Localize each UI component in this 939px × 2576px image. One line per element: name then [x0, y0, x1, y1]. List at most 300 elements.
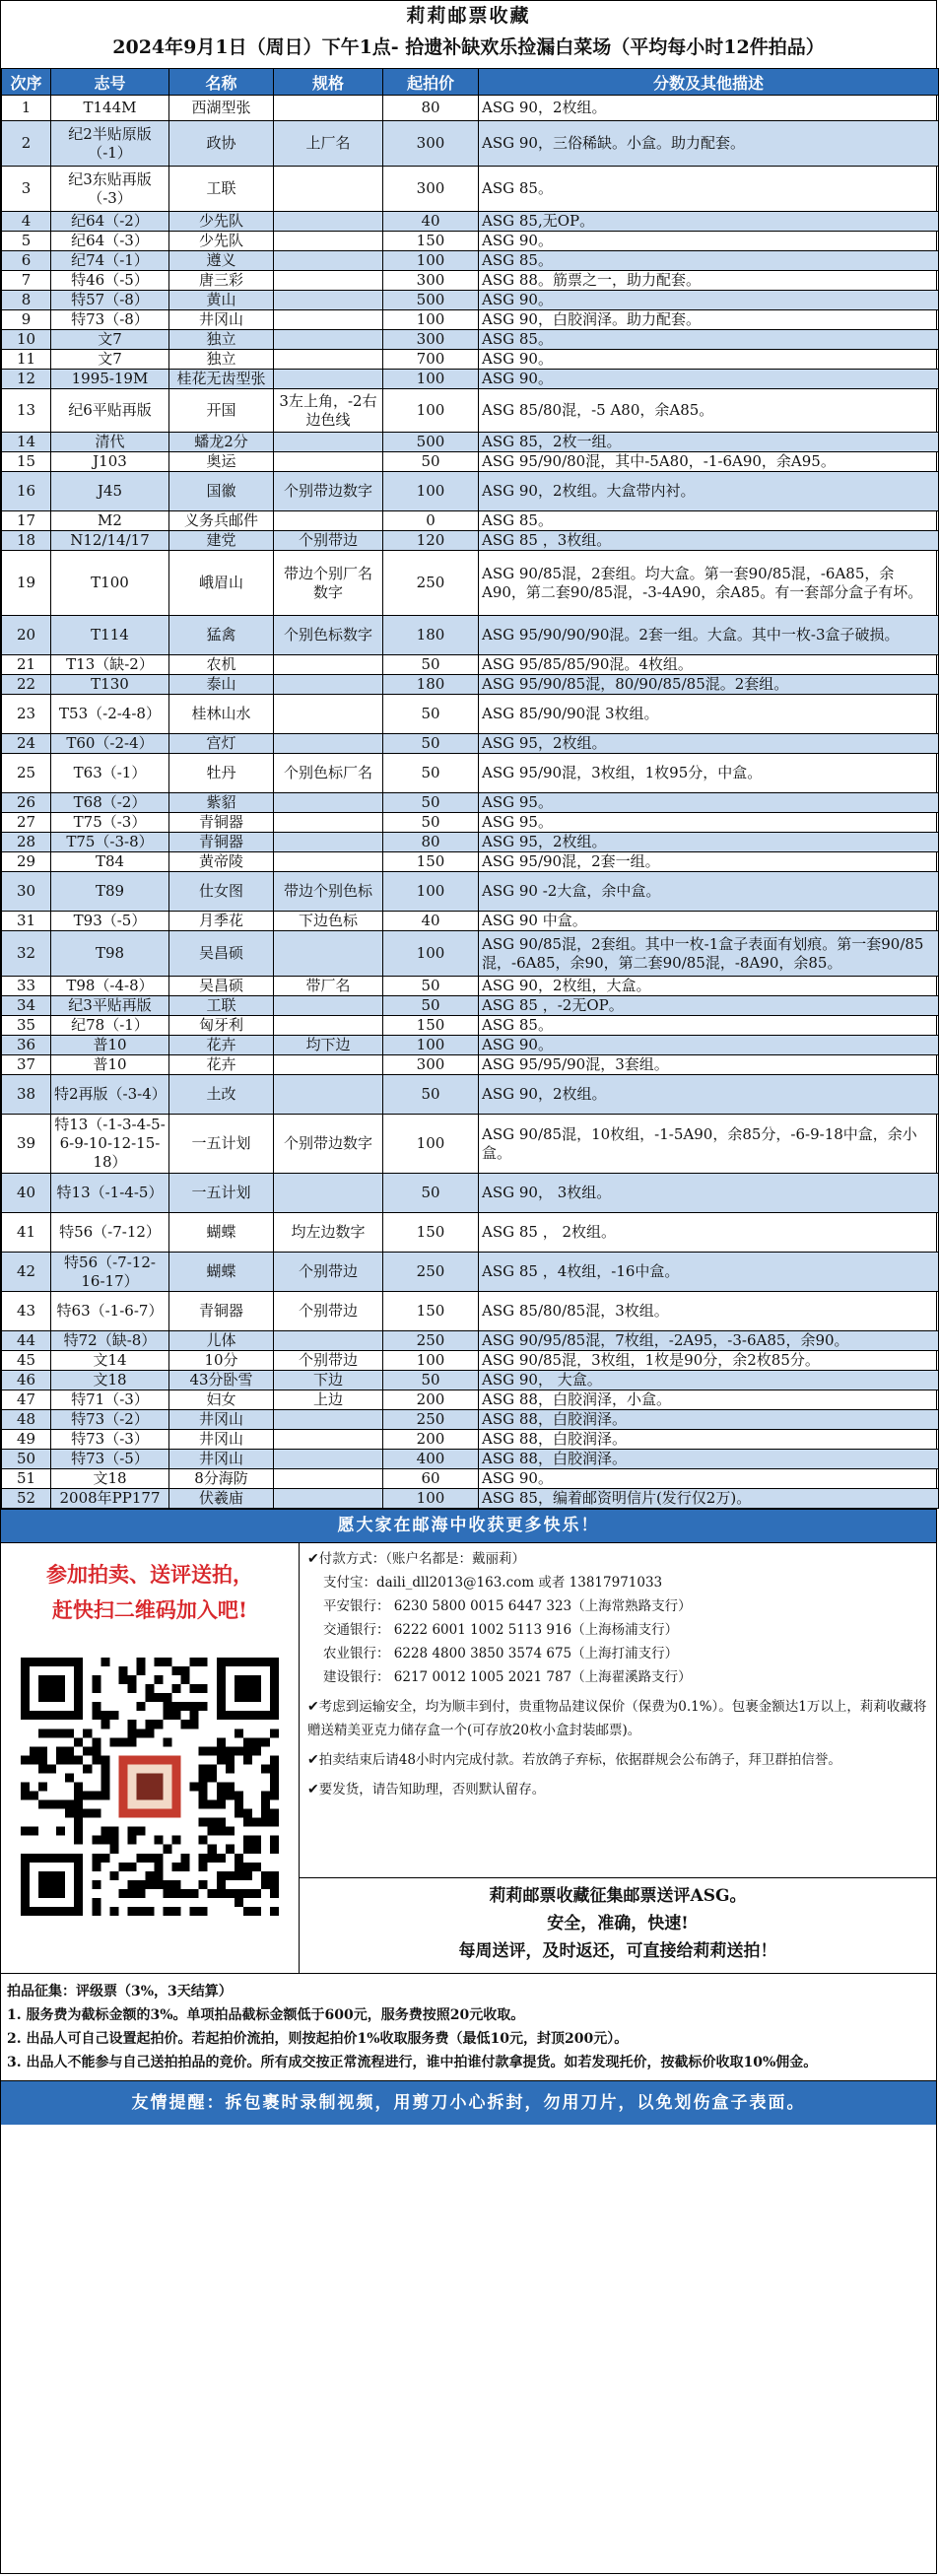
lot-start-price: 300	[383, 167, 479, 212]
checkmark-icon: ✔	[307, 1551, 319, 1567]
lot-start-price: 300	[383, 330, 479, 350]
lot-code: 特56（-7-12-16-17）	[51, 1253, 169, 1292]
lot-code: T98	[51, 931, 169, 977]
lot-spec	[274, 655, 383, 675]
lot-code: 文18	[51, 1469, 169, 1489]
lot-order: 37	[2, 1055, 51, 1075]
lot-spec	[274, 1410, 383, 1430]
lot-name: 青铜器	[169, 813, 274, 833]
lot-name: 青铜器	[169, 833, 274, 852]
lot-spec	[274, 291, 383, 310]
lot-description: ASG 95/95/90混，3套组。	[479, 1055, 939, 1075]
table-row	[2, 1174, 939, 1213]
lot-order: 34	[2, 996, 51, 1016]
lot-start-price: 150	[383, 232, 479, 251]
lot-description: ASG 85,无OP。	[479, 212, 939, 232]
footer-reminder: 友情提醒：拆包裹时录制视频，用剪刀小心拆封，勿用刀片，以免划伤盒子表面。	[1, 2080, 936, 2125]
lot-code: 普10	[51, 1055, 169, 1075]
lot-spec	[274, 251, 383, 271]
lot-code: 纪6平贴再版	[51, 389, 169, 433]
bank-line: 农业银行： 6228 4800 3850 3574 675（上海打浦支行）	[323, 1646, 679, 1661]
lot-name: 遵义	[169, 251, 274, 271]
lot-spec	[274, 1430, 383, 1450]
lot-code: 纪64（-3）	[51, 232, 169, 251]
lot-order: 18	[2, 531, 51, 551]
lot-order: 49	[2, 1430, 51, 1450]
lot-spec: 带边个别厂名数字	[274, 551, 383, 616]
lot-description: ASG 95。	[479, 793, 939, 813]
lot-start-price: 150	[383, 1213, 479, 1253]
lot-order: 21	[2, 655, 51, 675]
lot-spec: 均下边	[274, 1036, 383, 1055]
lot-start-price: 250	[383, 551, 479, 616]
lot-name: 政协	[169, 121, 274, 167]
lot-order: 42	[2, 1253, 51, 1292]
table-header-row	[2, 69, 939, 96]
table-row	[2, 1115, 939, 1174]
lot-start-price: 250	[383, 1253, 479, 1292]
lot-order: 36	[2, 1036, 51, 1055]
lot-start-price: 50	[383, 695, 479, 734]
lot-start-price: 100	[383, 1351, 479, 1371]
lot-description: ASG 85/90/90混 3枚组。	[479, 695, 939, 734]
lot-start-price: 250	[383, 1331, 479, 1351]
lot-spec	[274, 1450, 383, 1469]
bank-line: 平安银行： 6230 5800 0015 6447 323（上海常熟路支行）	[323, 1598, 692, 1614]
lot-start-price: 500	[383, 291, 479, 310]
col-header-code: 志号	[51, 69, 169, 96]
table-row	[2, 1450, 939, 1469]
table-row	[2, 1292, 939, 1331]
lot-spec: 个别色标厂名	[274, 754, 383, 793]
table-row	[2, 996, 939, 1016]
lot-description: ASG 90。	[479, 291, 939, 310]
lot-order: 43	[2, 1292, 51, 1331]
lot-start-price: 700	[383, 350, 479, 370]
lot-description: ASG 85 ， 2枚组。	[479, 1213, 939, 1253]
checkmark-icon: ✔	[307, 1752, 319, 1768]
lot-code: 纪3东贴再版（-3）	[51, 167, 169, 212]
lot-spec	[274, 1331, 383, 1351]
lot-spec	[274, 813, 383, 833]
lot-code: 特2再版（-3-4）	[51, 1075, 169, 1115]
lot-start-price: 50	[383, 977, 479, 996]
table-row	[2, 1390, 939, 1410]
lot-start-price: 50	[383, 734, 479, 754]
table-row	[2, 271, 939, 291]
lot-order: 45	[2, 1351, 51, 1371]
lot-order: 16	[2, 472, 51, 511]
table-row	[2, 1036, 939, 1055]
lot-code: T13（缺-2）	[51, 655, 169, 675]
lot-name: 桂花无齿型张	[169, 370, 274, 389]
lot-spec	[274, 1489, 383, 1509]
lot-spec	[274, 511, 383, 531]
lot-name: 月季花	[169, 912, 274, 931]
bank-line: 交通银行： 6222 6001 1002 5113 916（上海杨浦支行）	[323, 1622, 679, 1638]
lot-code: T60（-2-4）	[51, 734, 169, 754]
lot-name: 花卉	[169, 1036, 274, 1055]
lot-code: 文7	[51, 350, 169, 370]
lot-description: ASG 90 -2大盒，余中盒。	[479, 872, 939, 912]
lot-description: ASG 90。	[479, 370, 939, 389]
lot-name: 工联	[169, 167, 274, 212]
lot-start-price: 150	[383, 1016, 479, 1036]
lot-spec	[274, 931, 383, 977]
lot-start-price: 150	[383, 852, 479, 872]
lot-description: ASG 90，2枚组。	[479, 96, 939, 121]
lot-name: 青铜器	[169, 1292, 274, 1331]
lot-spec	[274, 833, 383, 852]
lot-start-price: 50	[383, 1371, 479, 1390]
lot-code: T100	[51, 551, 169, 616]
lot-start-price: 60	[383, 1469, 479, 1489]
lot-description: ASG 85。	[479, 167, 939, 212]
lot-name: 工联	[169, 996, 274, 1016]
lot-description: ASG 90/85混，2套组。其中一枚-1盒子表面有划痕。第一套90/85混，-6A85，余90，第二套90/85混，-8A90，余85。	[479, 931, 939, 977]
lot-spec: 个别带边	[274, 1351, 383, 1371]
alipay-line	[307, 1571, 928, 1594]
lot-name: 泰山	[169, 675, 274, 695]
lot-code: 特13（-1-4-5）	[51, 1174, 169, 1213]
lot-table	[1, 68, 939, 1509]
table-row	[2, 1055, 939, 1075]
table-row	[2, 472, 939, 511]
table-row	[2, 212, 939, 232]
lot-name: 井冈山	[169, 310, 274, 330]
table-row	[2, 1213, 939, 1253]
lot-order: 3	[2, 167, 51, 212]
table-row	[2, 1410, 939, 1430]
table-row	[2, 1331, 939, 1351]
lot-order: 35	[2, 1016, 51, 1036]
lot-name: 国徽	[169, 472, 274, 511]
lot-spec	[274, 793, 383, 813]
lot-code: 特56（-7-12）	[51, 1213, 169, 1253]
lot-name: 吴昌硕	[169, 977, 274, 996]
lot-code: N12/14/17	[51, 531, 169, 551]
lot-name: 紫貂	[169, 793, 274, 813]
lot-code: 2008年PP177	[51, 1489, 169, 1509]
lot-order: 26	[2, 793, 51, 813]
lot-description: ASG 88，白胶润泽。	[479, 1450, 939, 1469]
lot-description: ASG 95，2枚组。	[479, 734, 939, 754]
lot-name: 匈牙利	[169, 1016, 274, 1036]
table-row	[2, 370, 939, 389]
lot-start-price: 100	[383, 1036, 479, 1055]
lot-name: 独立	[169, 330, 274, 350]
lot-description: ASG 90。	[479, 350, 939, 370]
alipay-value: daili_dll2013@163.com 或者 13817971033	[376, 1575, 663, 1591]
table-row	[2, 291, 939, 310]
lot-start-price: 100	[383, 872, 479, 912]
table-row	[2, 931, 939, 977]
lot-spec	[274, 310, 383, 330]
lot-spec: 带厂名	[274, 977, 383, 996]
alipay-label: 支付宝：	[323, 1575, 376, 1591]
lot-spec	[274, 1016, 383, 1036]
lot-name: 8分海防	[169, 1469, 274, 1489]
lot-description: ASG 88，白胶润泽。	[479, 1410, 939, 1430]
lot-name: 一五计划	[169, 1174, 274, 1213]
lot-code: T98（-4-8）	[51, 977, 169, 996]
lot-description: ASG 90， 大盒。	[479, 1371, 939, 1390]
table-row	[2, 754, 939, 793]
lot-start-price: 50	[383, 754, 479, 793]
lot-order: 46	[2, 1371, 51, 1390]
lot-code: 1995-19M	[51, 370, 169, 389]
lot-order: 44	[2, 1331, 51, 1351]
lot-spec	[274, 330, 383, 350]
col-header-order: 次序	[2, 69, 51, 96]
rule-item: 1. 服务费为截标金额的3%。单项拍品截标金额低于600元，服务费按照20元收取。	[7, 2007, 525, 2023]
lot-name: 唐三彩	[169, 271, 274, 291]
lot-start-price: 0	[383, 511, 479, 531]
lot-spec: 个别带边数字	[274, 1115, 383, 1174]
lot-start-price: 150	[383, 1292, 479, 1331]
lot-order: 41	[2, 1213, 51, 1253]
lot-description: ASG 85。	[479, 511, 939, 531]
lot-description: ASG 90/85混，2套组。均大盒。第一套90/85混，-6A85，余A90，第二套90/85混，-3-4A90，余A85。有一套部分盒子有坏。	[479, 551, 939, 616]
lot-order: 13	[2, 389, 51, 433]
lot-spec: 上边	[274, 1390, 383, 1410]
table-row	[2, 734, 939, 754]
lot-description: ASG 88。筋票之一，助力配套。	[479, 271, 939, 291]
grading-line-3: 每周送评，及时返还，可直接给莉莉送拍！	[458, 1941, 777, 1961]
lot-spec: 个别色标数字	[274, 616, 383, 655]
lot-name: 一五计划	[169, 1115, 274, 1174]
lot-code: T53（-2-4-8）	[51, 695, 169, 734]
lot-order: 29	[2, 852, 51, 872]
lot-code: 纪74（-1）	[51, 251, 169, 271]
lot-name: 桂林山水	[169, 695, 274, 734]
lot-description: ASG 90/85混，3枚组，1枚是90分，余2枚85分。	[479, 1351, 939, 1371]
lot-name: 蟠龙2分	[169, 433, 274, 452]
lot-order: 52	[2, 1489, 51, 1509]
lot-order: 5	[2, 232, 51, 251]
lot-start-price: 100	[383, 1489, 479, 1509]
lot-code: 特46（-5）	[51, 271, 169, 291]
lot-name: 妇女	[169, 1390, 274, 1410]
lot-code: T144M	[51, 96, 169, 121]
lot-name: 建党	[169, 531, 274, 551]
lot-description: ASG 95/90/80混，其中-5A80，-1-6A90，余A95。	[479, 452, 939, 472]
lot-description: ASG 90/95/85混，7枚组，-2A95，-3-6A85，余90。	[479, 1331, 939, 1351]
table-row	[2, 1075, 939, 1115]
table-row	[2, 912, 939, 931]
lot-order: 48	[2, 1410, 51, 1430]
lot-name: 牡丹	[169, 754, 274, 793]
col-header-spec: 规格	[274, 69, 383, 96]
lot-spec	[274, 852, 383, 872]
table-row	[2, 531, 939, 551]
lot-description: ASG 85 ，4枚组，-16中盒。	[479, 1253, 939, 1292]
lot-description: ASG 85 ，3枚组。	[479, 531, 939, 551]
lot-code: 清代	[51, 433, 169, 452]
lot-order: 40	[2, 1174, 51, 1213]
lot-spec	[274, 675, 383, 695]
lot-order: 20	[2, 616, 51, 655]
lot-code: 纪78（-1）	[51, 1016, 169, 1036]
promo-text	[1, 1543, 299, 1628]
table-row	[2, 977, 939, 996]
lot-code: 普10	[51, 1036, 169, 1055]
lot-start-price: 250	[383, 1410, 479, 1430]
lot-description: ASG 90 中盒。	[479, 912, 939, 931]
lot-start-price: 180	[383, 675, 479, 695]
lot-code: T93（-5）	[51, 912, 169, 931]
lot-table-body	[2, 96, 939, 1509]
lot-spec	[274, 167, 383, 212]
lot-start-price: 120	[383, 531, 479, 551]
lot-spec	[274, 96, 383, 121]
lot-spec: 个别带边数字	[274, 472, 383, 511]
lot-code: T63（-1）	[51, 754, 169, 793]
lot-code: 特13（-1-3-4-5-6-9-10-12-15-18）	[51, 1115, 169, 1174]
info-section	[1, 1543, 936, 1974]
checkmark-icon: ✔	[307, 1699, 319, 1715]
lot-spec: 个别带边	[274, 1253, 383, 1292]
lot-name: 儿体	[169, 1331, 274, 1351]
lot-description: ASG 85，2枚一组。	[479, 433, 939, 452]
lot-order: 12	[2, 370, 51, 389]
lot-spec: 均左边数字	[274, 1213, 383, 1253]
lot-start-price: 80	[383, 833, 479, 852]
lot-code: 纪2半贴原版（-1）	[51, 121, 169, 167]
lot-start-price: 50	[383, 1075, 479, 1115]
lot-spec: 个别带边	[274, 531, 383, 551]
lot-spec: 下边色标	[274, 912, 383, 931]
lot-code: T68（-2）	[51, 793, 169, 813]
lot-name: 少先队	[169, 212, 274, 232]
table-row	[2, 1253, 939, 1292]
lot-code: 特57（-8）	[51, 291, 169, 310]
lot-description: ASG 95/85/85/90混。4枚组。	[479, 655, 939, 675]
lot-order: 30	[2, 872, 51, 912]
lot-order: 11	[2, 350, 51, 370]
pickup-note: ✔要发货，请告知助理，否则默认留存。	[307, 1782, 546, 1797]
lot-name: 土改	[169, 1075, 274, 1115]
col-header-name: 名称	[169, 69, 274, 96]
lot-name: 井冈山	[169, 1450, 274, 1469]
auction-subtitle: 2024年9月1日（周日）下午1点- 拾遗补缺欢乐捡漏白菜场（平均每小时12件拍品）	[112, 36, 825, 58]
lot-start-price: 300	[383, 1055, 479, 1075]
lot-description: ASG 85/80/85混，3枚组。	[479, 1292, 939, 1331]
lot-name: 峨眉山	[169, 551, 274, 616]
table-row	[2, 389, 939, 433]
lot-order: 38	[2, 1075, 51, 1115]
lot-description: ASG 90。	[479, 232, 939, 251]
grading-line-1: 莉莉邮票收藏征集邮票送评ASG。	[489, 1886, 747, 1906]
table-row	[2, 167, 939, 212]
lot-order: 27	[2, 813, 51, 833]
lot-spec	[274, 212, 383, 232]
lot-name: 吴昌硕	[169, 931, 274, 977]
lot-spec	[274, 232, 383, 251]
lot-order: 23	[2, 695, 51, 734]
lot-code: 文14	[51, 1351, 169, 1371]
lot-name: 猛禽	[169, 616, 274, 655]
grading-line-2: 安全，准确，快速!	[547, 1914, 689, 1933]
lot-description: ASG 88，白胶润泽，小盒。	[479, 1390, 939, 1410]
table-row	[2, 1469, 939, 1489]
table-row	[2, 330, 939, 350]
lot-order: 8	[2, 291, 51, 310]
table-row	[2, 511, 939, 531]
lot-start-price: 180	[383, 616, 479, 655]
lot-order: 22	[2, 675, 51, 695]
lot-spec: 上厂名	[274, 121, 383, 167]
lot-start-price: 50	[383, 813, 479, 833]
table-row	[2, 1351, 939, 1371]
lot-code: J45	[51, 472, 169, 511]
lot-code: 特73（-3）	[51, 1430, 169, 1450]
lot-description: ASG 95/90/90/90混。2套一组。大盒。其中一枚-3盒子破损。	[479, 616, 939, 655]
table-row	[2, 655, 939, 675]
lot-start-price: 50	[383, 996, 479, 1016]
lot-code: 特71（-3）	[51, 1390, 169, 1410]
wechat-qr-code-icon[interactable]	[21, 1658, 279, 1916]
lot-order: 25	[2, 754, 51, 793]
lot-order: 1	[2, 96, 51, 121]
lot-description: ASG 90。	[479, 1469, 939, 1489]
lot-description: ASG 95/90/85混，80/90/85/85混。2套组。	[479, 675, 939, 695]
lot-code: T114	[51, 616, 169, 655]
lot-description: ASG 88，白胶润泽。	[479, 1430, 939, 1450]
promo-panel	[1, 1543, 300, 1973]
lot-description: ASG 85。	[479, 330, 939, 350]
lot-description: ASG 90，2枚组。大盒带内衬。	[479, 472, 939, 511]
lot-start-price: 400	[383, 1450, 479, 1469]
lot-order: 15	[2, 452, 51, 472]
lot-order: 47	[2, 1390, 51, 1410]
lot-spec: 个别带边	[274, 1292, 383, 1331]
table-row	[2, 793, 939, 813]
lot-order: 50	[2, 1450, 51, 1469]
lot-spec: 3左上角，-2右边色线	[274, 389, 383, 433]
lot-name: 义务兵邮件	[169, 511, 274, 531]
lot-name: 井冈山	[169, 1410, 274, 1430]
table-row	[2, 452, 939, 472]
lot-name: 花卉	[169, 1055, 274, 1075]
table-row	[2, 551, 939, 616]
lot-code: 文7	[51, 330, 169, 350]
lot-description: ASG 90/85混，10枚组，-1-5A90，余85分，-6-9-18中盒，余小盒。	[479, 1115, 939, 1174]
lot-name: 独立	[169, 350, 274, 370]
table-row	[2, 433, 939, 452]
lot-order: 17	[2, 511, 51, 531]
lot-start-price: 80	[383, 96, 479, 121]
lot-order: 14	[2, 433, 51, 452]
lot-code: T130	[51, 675, 169, 695]
lot-spec	[274, 1075, 383, 1115]
promo-line-1: 参加拍卖、送评送拍，	[46, 1562, 253, 1587]
table-row	[2, 616, 939, 655]
lot-order: 28	[2, 833, 51, 852]
lot-start-price: 50	[383, 452, 479, 472]
lot-start-price: 50	[383, 1174, 479, 1213]
blessing-banner: 愿大家在邮海中收获更多快乐！	[1, 1509, 936, 1543]
rule-item: 3. 出品人不能参与自己送拍拍品的竞价。所有成交按正常流程进行，谁中拍谁付款拿提货。如若发现托价，按截标价收取10%佣金。	[7, 2055, 818, 2070]
lot-code: 特72（缺-8）	[51, 1331, 169, 1351]
lot-name: 蝴蝶	[169, 1213, 274, 1253]
brand-title: 莉莉邮票收藏	[406, 5, 531, 27]
lot-name: 农机	[169, 655, 274, 675]
lot-name: 井冈山	[169, 1430, 274, 1450]
lot-spec	[274, 1469, 383, 1489]
lot-description: ASG 95/90混，3枚组，1枚95分，中盒。	[479, 754, 939, 793]
lot-name: 蝴蝶	[169, 1253, 274, 1292]
